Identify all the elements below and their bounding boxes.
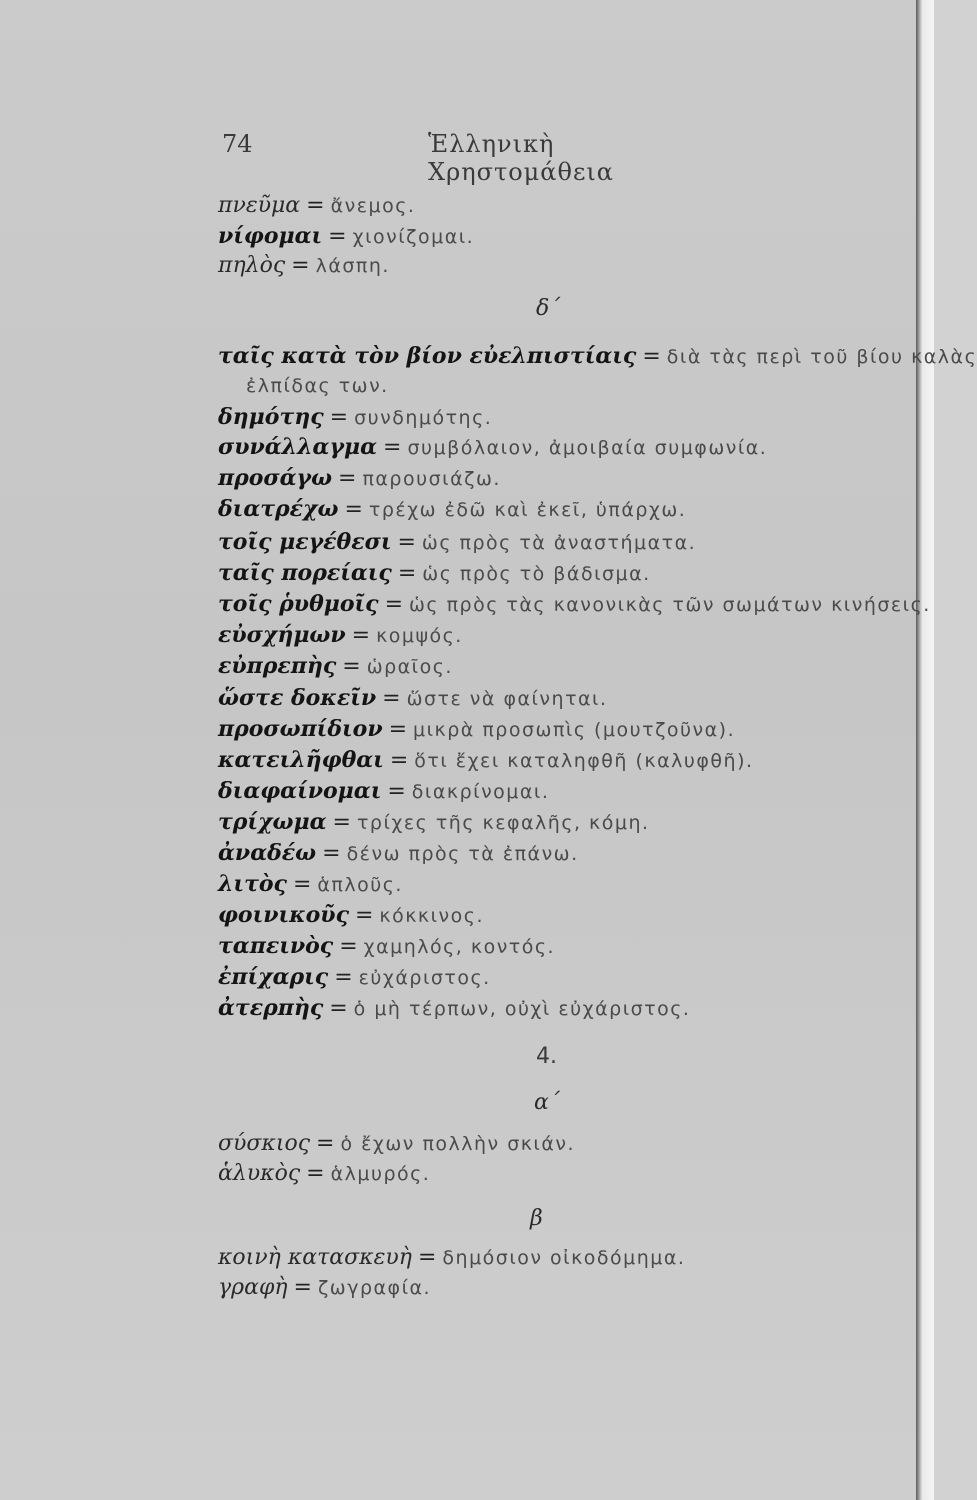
- glossary-entry: προσωπίδιον = μικρὰ προσωπὶς (μουτζοῦνα).: [218, 716, 736, 742]
- entry-definition: διὰ τὰς περὶ τοῦ βίου καλὰς: [666, 346, 977, 368]
- glossary-entry: πνεῦμα = ἄνεμος.: [218, 193, 416, 218]
- entry-definition: λάσπη.: [315, 255, 390, 277]
- glossary-entry: εὐπρεπὴς = ὡραῖος.: [218, 653, 453, 679]
- entry-definition: χαμηλός, κοντός.: [363, 936, 556, 958]
- section-marker-delta: δ΄: [536, 296, 561, 321]
- glossary-entry: εὐσχήμων = κομψός.: [218, 622, 463, 648]
- entry-term: ταῖς πορείαις: [218, 560, 392, 586]
- entry-term: συνάλλαγμα: [218, 434, 378, 460]
- entry-term: φοινικοῦς: [218, 902, 349, 928]
- glossary-entry: ταῖς πορείαις = ὡς πρὸς τὸ βάδισμα.: [218, 560, 651, 586]
- entry-definition: ἁλμυρός.: [330, 1163, 431, 1185]
- entry-definition: ὡς πρὸς τὸ βάδισμα.: [422, 563, 651, 585]
- entry-definition: δένω πρὸς τὰ ἐπάνω.: [346, 843, 579, 865]
- entry-definition: ἐλπίδας των.: [246, 375, 389, 397]
- entry-term: τοῖς ῥυθμοῖς: [218, 591, 379, 617]
- entry-term: σύσκιος: [218, 1131, 311, 1156]
- glossary-entry: τοῖς ῥυθμοῖς = ὡς πρὸς τὰς κανονικὰς τῶν σωμάτων κινήσεις.: [218, 591, 931, 617]
- entry-definition: ὡραῖος.: [366, 656, 453, 678]
- entry-definition: εὐχάριστος.: [358, 967, 491, 989]
- entry-term: διαφαίνομαι: [218, 778, 382, 804]
- glossary-entry: φοινικοῦς = κόκκινος.: [218, 902, 484, 928]
- entry-definition: τρέχω ἐδῶ καὶ ἐκεῖ, ὑπάρχω.: [368, 499, 687, 521]
- entry-definition: διακρίνομαι.: [411, 781, 550, 803]
- entry-term: ἀτερπὴς: [218, 995, 324, 1021]
- glossary-entry: ταπεινὸς = χαμηλός, κοντός.: [218, 933, 556, 959]
- entry-term: τοῖς μεγέθεσι: [218, 529, 392, 555]
- entry-definition: ὅτι ἔχει καταληφθῆ (καλυφθῆ).: [414, 750, 754, 772]
- section-marker-beta: β: [530, 1206, 543, 1231]
- entry-definition: ὡς πρὸς τὰ ἀναστήματα.: [421, 532, 697, 554]
- entry-definition: ἄνεμος.: [330, 195, 416, 217]
- entry-term: πνεῦμα: [218, 193, 301, 218]
- glossary-entry: ἁλυκὸς = ἁλμυρός.: [218, 1161, 431, 1186]
- glossary-entry: νίφομαι = χιονίζομαι.: [218, 223, 475, 249]
- entry-definition: ἁπλοῦς.: [317, 874, 403, 896]
- entry-term: κατειλῆφθαι: [218, 747, 384, 773]
- running-head: Ἑλληνικὴ Χρηστομάθεια: [428, 130, 614, 186]
- glossary-entry: ὥστε δοκεῖν = ὥστε νὰ φαίνηται.: [218, 685, 608, 711]
- entry-term: ταπεινὸς: [218, 933, 334, 959]
- glossary-entry: δημότης = συνδημότης.: [218, 404, 493, 430]
- entry-term: δημότης: [218, 404, 324, 430]
- section-number: 4.: [536, 1044, 557, 1069]
- entry-term: ἁλυκὸς: [218, 1161, 301, 1186]
- entry-term: ὥστε δοκεῖν: [218, 685, 377, 711]
- glossary-entry: διατρέχω = τρέχω ἐδῶ καὶ ἐκεῖ, ὑπάρχω.: [218, 496, 687, 522]
- glossary-entry: πηλὸς = λάσπη.: [218, 253, 390, 278]
- entry-definition: μικρὰ προσωπὶς (μουτζοῦνα).: [413, 719, 736, 741]
- entry-term: λιτὸς: [218, 871, 287, 897]
- entry-term: εὐσχήμων: [218, 622, 346, 648]
- entry-definition: κόκκινος.: [379, 905, 484, 927]
- section-marker-alpha: α΄: [534, 1090, 560, 1115]
- entry-definition: ὁ ἔχων πολλὴν σκιάν.: [340, 1133, 576, 1155]
- glossary-entry: κοινὴ κατασκευὴ = δημόσιον οἰκοδόμημα.: [218, 1245, 686, 1270]
- entry-term: τρίχωμα: [218, 809, 327, 835]
- entry-definition: δημόσιον οἰκοδόμημα.: [442, 1247, 686, 1269]
- glossary-entry: τοῖς μεγέθεσι = ὡς πρὸς τὰ ἀναστήματα.: [218, 529, 697, 555]
- entry-definition: συμβόλαιον, ἀμοιβαία συμφωνία.: [407, 437, 768, 459]
- glossary-entry: συνάλλαγμα = συμβόλαιον, ἀμοιβαία συμφωνία.: [218, 434, 768, 460]
- glossary-entry: ταῖς κατὰ τὸν βίον εὐελπιστίαις = διὰ τὰς περὶ τοῦ βίου καλὰς: [218, 343, 977, 369]
- glossary-entry: τρίχωμα = τρίχες τῆς κεφαλῆς, κόμη.: [218, 809, 650, 835]
- entry-term: εὐπρεπὴς: [218, 653, 337, 679]
- glossary-entry-continuation: [246, 372, 389, 400]
- glossary-entry: γραφὴ = ζωγραφία.: [218, 1275, 432, 1300]
- entry-term: ταῖς κατὰ τὸν βίον εὐελπιστίαις: [218, 343, 637, 369]
- book-spine-edge: [916, 0, 934, 1500]
- glossary-entry: λιτὸς = ἁπλοῦς.: [218, 871, 403, 897]
- entry-definition: συνδημότης.: [354, 407, 493, 429]
- entry-term: προσάγω: [218, 465, 333, 491]
- glossary-entry: προσάγω = παρουσιάζω.: [218, 465, 501, 491]
- entry-term: πηλὸς: [218, 253, 286, 278]
- glossary-entry: κατειλῆφθαι = ὅτι ἔχει καταληφθῆ (καλυφθῆ).: [218, 747, 754, 773]
- glossary-entry: ἀτερπὴς = ὁ μὴ τέρπων, οὐχὶ εὐχάριστος.: [218, 995, 691, 1021]
- glossary-entry: ἐπίχαρις = εὐχάριστος.: [218, 964, 491, 990]
- entry-definition: παρουσιάζω.: [362, 468, 501, 490]
- page-header: [222, 130, 722, 186]
- glossary-entry: διαφαίνομαι = διακρίνομαι.: [218, 778, 550, 804]
- entry-definition: ὥστε νὰ φαίνηται.: [406, 688, 608, 710]
- entry-term: ἐπίχαρις: [218, 964, 329, 990]
- entry-definition: ὡς πρὸς τὰς κανονικὰς τῶν σωμάτων κινήσεις.: [409, 594, 931, 616]
- entry-term: κοινὴ κατασκευὴ: [218, 1245, 412, 1270]
- entry-term: διατρέχω: [218, 496, 339, 522]
- entry-term: νίφομαι: [218, 223, 323, 249]
- page-number: 74: [222, 130, 253, 158]
- glossary-entry: ἀναδέω = δένω πρὸς τὰ ἐπάνω.: [218, 840, 579, 866]
- entry-definition: χιονίζομαι.: [352, 226, 475, 248]
- entry-definition: τρίχες τῆς κεφαλῆς, κόμη.: [356, 812, 650, 834]
- entry-definition: κομψός.: [376, 625, 463, 647]
- entry-definition: ὁ μὴ τέρπων, οὐχὶ εὐχάριστος.: [353, 998, 691, 1020]
- entry-term: ἀναδέω: [218, 840, 317, 866]
- entry-term: προσωπίδιον: [218, 716, 383, 742]
- entry-term: γραφὴ: [218, 1275, 288, 1300]
- entry-definition: ζωγραφία.: [317, 1277, 432, 1299]
- glossary-entry: σύσκιος = ὁ ἔχων πολλὴν σκιάν.: [218, 1131, 576, 1156]
